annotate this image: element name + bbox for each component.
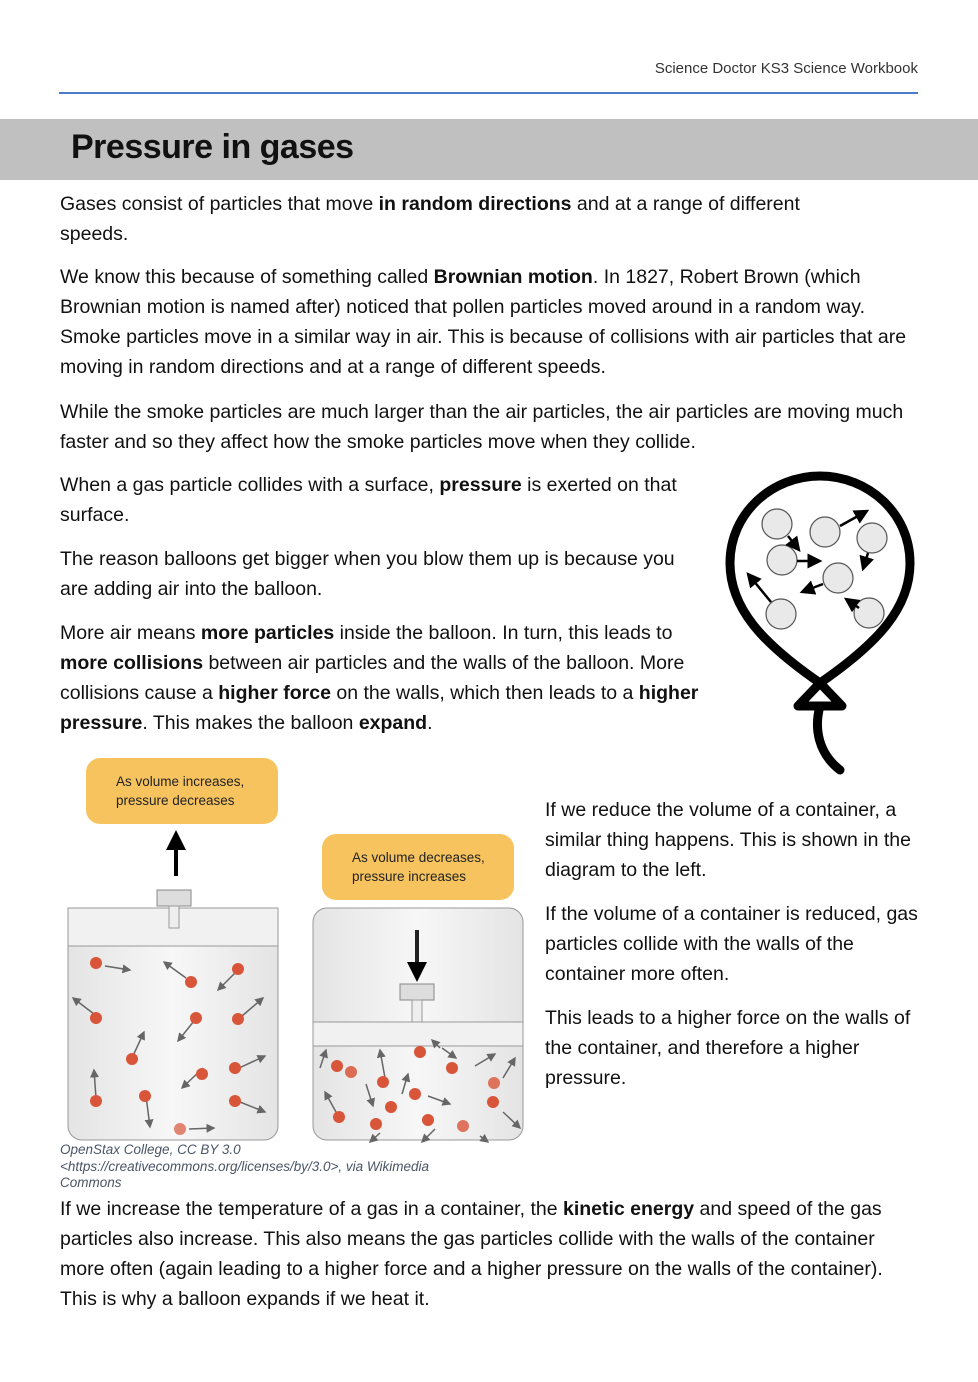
- header-divider: [59, 92, 918, 94]
- bold-term: expand: [358, 712, 428, 734]
- text: on the walls, which then leads to a: [330, 682, 639, 704]
- bold-term: higher pressure: [60, 682, 699, 734]
- paragraph-gases-intro: [60, 189, 860, 249]
- paragraph-temperature: [60, 1194, 920, 1314]
- text: When a gas particle collides with a surface,: [60, 474, 440, 496]
- image-attribution-caption: [60, 1142, 429, 1192]
- text: We know this because of something called: [60, 266, 434, 288]
- text: Gases consist of particles that move: [60, 193, 379, 215]
- page-title: Pressure in gases: [71, 128, 354, 166]
- caption-line: OpenStax College, CC BY 3.0: [60, 1142, 241, 1157]
- paragraph-reduce-volume: [545, 795, 920, 885]
- text: This leads to a higher force on the walls of the container, and therefore a higher pressure.: [545, 1007, 911, 1089]
- section-title-bar: [0, 119, 978, 180]
- text: If we reduce the volume of a container, a similar thing happens. This is shown in the diagram to the left.: [545, 799, 911, 881]
- caption-line: Commons: [60, 1175, 122, 1190]
- workbook-title: Science Doctor KS3 Science Workbook: [654, 60, 918, 77]
- bold-term: more collisions: [60, 652, 204, 674]
- text: . In 1827, Robert Brown (which Brownian motion is named after) noticed that pollen particles moved around in a random way. Smoke particles move in a similar way in air. This is because of collisions with air particles that are moving in random directions and at a range of different speeds.: [60, 266, 907, 378]
- text: While the smoke particles are much larger than the air particles, the air particles are moving much faster and so they affect how the smoke particles move when they collide.: [60, 401, 904, 453]
- paragraph-higher-pressure: [545, 1003, 920, 1093]
- bold-term: pressure: [439, 474, 522, 496]
- text: and at a range of different speeds.: [60, 193, 800, 245]
- text: If we increase the temperature of a gas in a container, the: [60, 1198, 563, 1220]
- paragraph-smoke-particles: [60, 397, 930, 457]
- text: The reason balloons get bigger when you blow them up is because you are adding air into the balloon.: [60, 548, 675, 600]
- bold-term: in random directions: [378, 193, 572, 215]
- callout-line: As volume increases,: [116, 774, 245, 789]
- text: and speed of the gas particles also increase. This also means the gas particles collide with the walls of the container more often (again leading to a higher force and a higher pressure on the walls of the container). This is why a balloon expands if we heat it.: [60, 1198, 883, 1310]
- text: .: [427, 712, 433, 734]
- bold-term: higher force: [218, 682, 331, 704]
- bold-term: more particles: [200, 622, 335, 644]
- volume-increases-callout: [86, 758, 278, 824]
- paragraph-brownian-motion: [60, 262, 920, 382]
- paragraph-pressure-definition: [60, 470, 700, 530]
- container-expanded-diagram: [60, 826, 290, 1142]
- text: . This makes the balloon: [142, 712, 359, 734]
- bold-term: Brownian motion: [433, 266, 593, 288]
- text: If the volume of a container is reduced, gas particles collide with the walls of the container more often.: [545, 903, 918, 985]
- text: More air means: [60, 622, 201, 644]
- text: inside the balloon. In turn, this leads to: [334, 622, 673, 644]
- paragraph-balloons: [60, 544, 700, 604]
- container-compressed-diagram: [310, 906, 530, 1144]
- paragraph-more-air: [60, 618, 720, 738]
- callout-line: As volume decreases,: [352, 850, 485, 865]
- text: between air particles and the walls of the balloon. More collisions cause a: [60, 652, 685, 704]
- caption-line: <https://creativecommons.org/licenses/by/3.0>, via Wikimedia: [60, 1158, 430, 1174]
- callout-line: pressure increases: [352, 869, 467, 884]
- bold-term: kinetic energy: [562, 1198, 695, 1220]
- text: is exerted on that surface.: [60, 474, 677, 526]
- volume-decreases-callout: [322, 834, 514, 900]
- balloon-with-particles-icon: [722, 468, 922, 778]
- callout-line: pressure decreases: [116, 793, 235, 808]
- paragraph-collide-more-often: [545, 899, 920, 989]
